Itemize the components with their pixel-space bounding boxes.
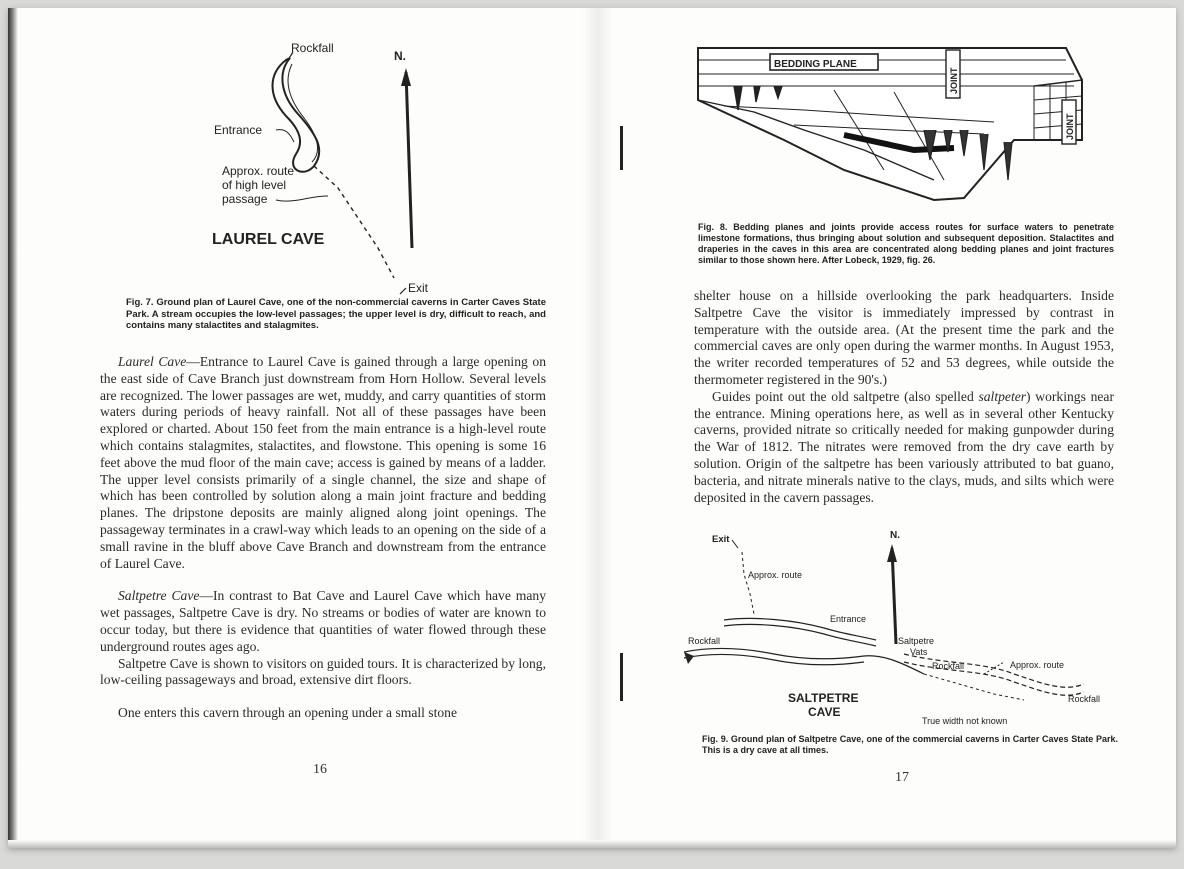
book-spread (8, 8, 1176, 848)
label-entrance-saltpetre: Entrance (830, 614, 867, 624)
fig9-caption: Fig. 9. Ground plan of Saltpetre Cave, one of the commercial caverns in Carter Caves State Park. This is a dry cave at all times. (702, 734, 1118, 755)
laurel-passage (273, 58, 320, 172)
map-title-line1: SALTPETRE (788, 691, 859, 705)
label-joint-right: JOINT (1065, 113, 1075, 140)
label-vats: Vats (910, 647, 928, 657)
label-joint-upper: JOINT (949, 67, 959, 94)
fig7-caption: Fig. 7. Ground plan of Laurel Cave, one of the non-commercial caverns in Carter Caves State Park. A stream occupies the low-level passages; the upper level is dry, difficult to reach, and contains many stalactites and stalagmites. (126, 297, 546, 331)
label-rockfall: Rockfall (291, 41, 334, 55)
guides-text-end: ) workings near the entrance. Mining operations here, as well as in several other Kentucky caverns, provided nitrate so critically needed for making gunpowder during the War of 1812. The nitrates were removed from the dry cave earth by solution. Origin of the saltpetre has been variously attributed to bat guano, bacteria, and nitrate minerals native to the clays, muds, and silts which were deposited in the cavern passages. (694, 388, 1114, 505)
label-route-line3: passage (222, 192, 268, 206)
label-route-line2: of high level (222, 178, 287, 192)
bedding-plane-diagram (694, 30, 1088, 204)
label-north: N. (394, 49, 406, 63)
entrance-paragraph: One enters this cavern through an opening under a small stone (118, 705, 457, 721)
high-level-route (314, 166, 394, 278)
saltpetre-paragraph: —In contrast to Bat Cave and Laurel Cave which have many wet passages, Saltpetre Cave is dry. No streams or bodies of water are known to occur today, but there is evidence that quantities of water flowed through these underground routes ages ago. (100, 588, 546, 654)
laurel-heading: Laurel Cave (118, 354, 187, 369)
page-number-left: 16 (313, 762, 327, 777)
label-approx-route-right: Approx. route (1010, 660, 1065, 670)
saltpetre-cave-map (684, 524, 1120, 724)
laurel-cave-map (198, 38, 488, 298)
label-bedding-plane: BEDDING PLANE (774, 59, 857, 70)
label-true-width: True width not known (922, 716, 1008, 724)
label-rockfall-mid: Rockfall (932, 661, 965, 671)
label-route-line1: Approx. route (222, 164, 295, 178)
north-arrow-saltpetre-icon (892, 548, 896, 644)
right-body-text (694, 288, 1114, 506)
saltpetre-heading: Saltpetre Cave (118, 588, 200, 604)
label-rockfall-left: Rockfall (688, 636, 721, 646)
label-exit-saltpetre: Exit (712, 534, 730, 545)
fig8-caption: Fig. 8. Bedding planes and joints provide access routes for surface waters to penetrate limestone formations, thus bringing about solution and subsequent deposition. Stalactites and draperies in the caves in this area are concentrated along bedding planes and joint fractures similar to those shown here. After Lobeck, 1929, fig. 26. (698, 222, 1114, 265)
gutter-mark-lower (620, 653, 623, 701)
laurel-paragraph: —Entrance to Laurel Cave is gained through a large opening on the east side of Cave Branch just downstream from Horn Hollow. Several levels are recognized. The lower passages are wet, muddy, and carry quantities of storm waters during periods of heavy rainfall. Not all of these passages have been explored or charted. About 150 feet from the main entrance is a high-level route which contains stalagmites, stalactites, and flowstone. This opening is some 16 feet above the mud floor of the main cave; access is gained by means of a ladder. The upper level consists primarily of a single channel, the size and shape of which has been controlled by solution along a main joint fracture and bedding planes. The dripstone deposits are mainly aligned along joint openings. The passageway terminates in a crawl-way which leads to an opening on the side of a small ravine in the bluff above Cave Branch and downstream from the entrance of Laurel Cave. (100, 354, 546, 571)
label-north-saltpetre: N. (890, 530, 900, 541)
saltpeter-term: saltpeter (978, 388, 1027, 404)
guided-tours-paragraph: Saltpetre Cave is shown to visitors on guided tours. It is characterized by long, low-ceiling passageways and broad, extensive dirt floors. (100, 655, 546, 688)
shelter-house-paragraph: shelter house on a hillside overlooking the park headquarters. Inside Saltpetre Cave the visitor is immediately impressed by contrast in temperature with the outside area. (At the present time the park and the commercial caves are only open during the warmer months. In August 1953, the writer recorded temperatures of 52 and 53 degrees, while outside the thermometer registered in the 90's.) (694, 288, 1114, 387)
label-approx-route-top: Approx. route (748, 570, 803, 580)
label-entrance: Entrance (214, 123, 263, 137)
map-title: LAUREL CAVE (212, 231, 325, 248)
page-number-right: 17 (895, 770, 909, 785)
gutter-mark-upper (620, 126, 623, 170)
map-title-line2: CAVE (808, 705, 841, 719)
left-body-text (100, 354, 546, 722)
laurel-passage-inner (288, 64, 318, 162)
label-rockfall-right: Rockfall (1068, 694, 1101, 704)
label-exit: Exit (408, 281, 429, 295)
book-bottom-edge (8, 840, 1176, 848)
book-left-edge (8, 8, 18, 848)
guides-text-start: Guides point out the old saltpetre (also spelled (712, 388, 979, 404)
north-arrow-icon (406, 72, 412, 248)
label-saltpetre: Saltpetre (898, 636, 935, 646)
book-gutter (583, 8, 613, 848)
